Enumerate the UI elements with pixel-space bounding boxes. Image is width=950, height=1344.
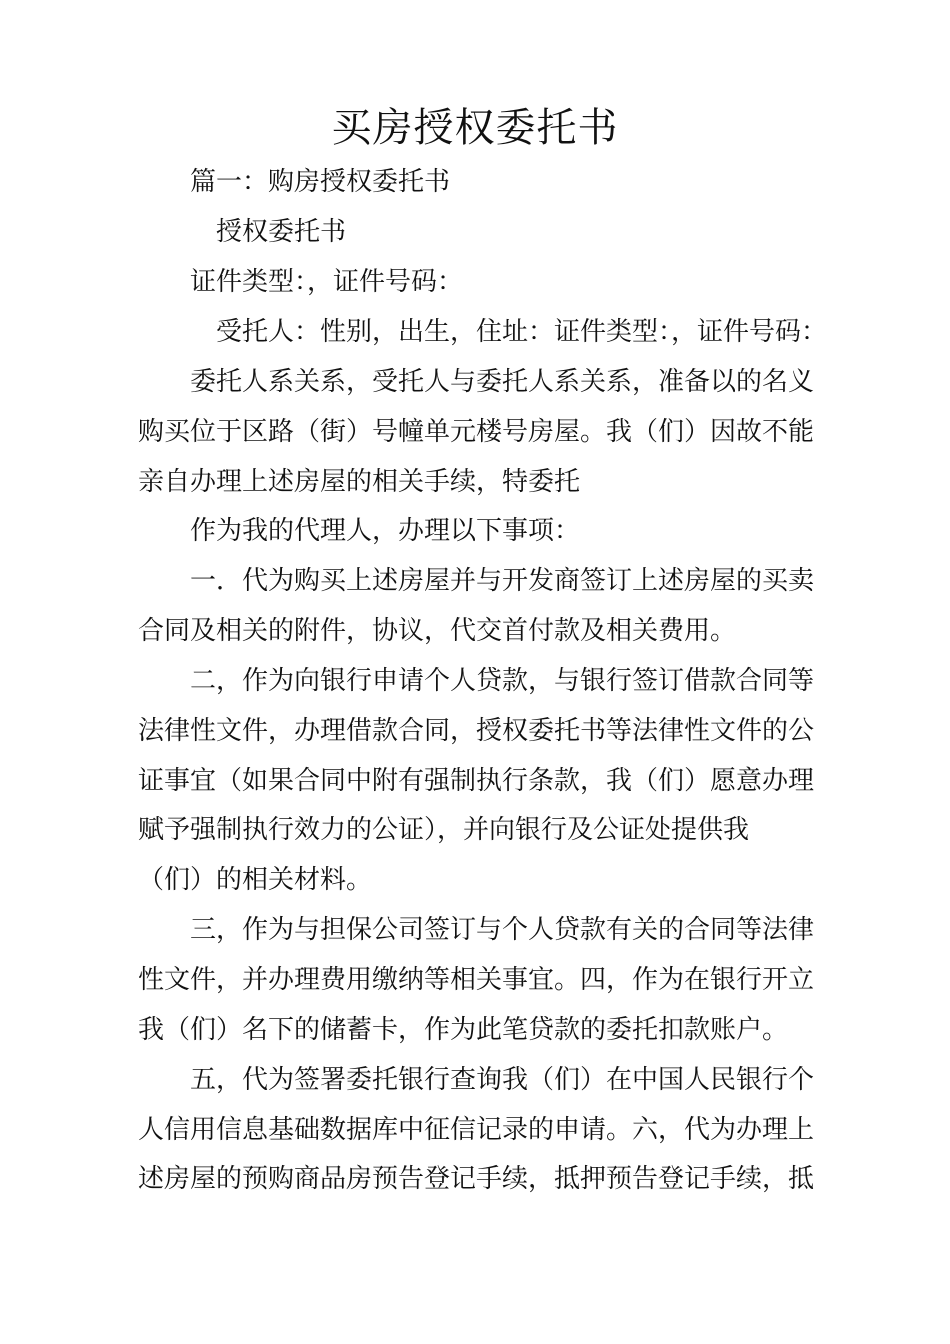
text-line: （们）的相关材料。 (138, 865, 373, 895)
text-line: 亲自办理上述房屋的相关手续，特委托 (138, 467, 581, 497)
text-line: 人信用信息基础数据库中征信记录的申请。六，代为办理上 (138, 1115, 815, 1145)
text-line: 二，作为向银行申请个人贷款，与银行签订借款合同等 (190, 666, 815, 696)
text-line: 赋予强制执行效力的公证），并向银行及公证处提供我 (138, 815, 750, 845)
text-line: 法律性文件，办理借款合同，授权委托书等法律性文件的公 (138, 716, 815, 746)
text-line: 购买位于区路（街）号幢单元楼号房屋。我（们）因故不能 (138, 417, 815, 447)
text-line: 我（们）名下的储蓄卡，作为此笔贷款的委托扣款账户。 (138, 1015, 789, 1045)
text-line: 受托人：性别，出生，住址：证件类型：，证件号码： (216, 317, 828, 347)
text-line: 委托人系关系，受托人与委托人系关系，准备以的名义 (190, 367, 815, 397)
text-line: 三，作为与担保公司签订与个人贷款有关的合同等法律 (190, 915, 815, 945)
subheading: 授权委托书 (216, 217, 347, 247)
text-line: 证事宜（如果合同中附有强制执行条款，我（们）愿意办理 (138, 766, 815, 796)
text-line: 作为我的代理人，办理以下事项： (190, 516, 581, 546)
section-heading: 篇一：购房授权委托书 (190, 167, 451, 197)
text-line: 合同及相关的附件，协议，代交首付款及相关费用。 (138, 616, 737, 646)
document-title: 买房授权委托书 (331, 105, 619, 151)
text-line: 五，代为签署委托银行查询我（们）在中国人民银行个 (190, 1065, 815, 1095)
text-line: 证件类型：，证件号码： (190, 267, 464, 297)
text-line: 性文件，并办理费用缴纳等相关事宜。四，作为在银行开立 (138, 965, 815, 995)
text-line: 一．代为购买上述房屋并与开发商签订上述房屋的买卖 (190, 566, 815, 596)
text-line: 述房屋的预购商品房预告登记手续，抵押预告登记手续，抵 (138, 1164, 815, 1194)
